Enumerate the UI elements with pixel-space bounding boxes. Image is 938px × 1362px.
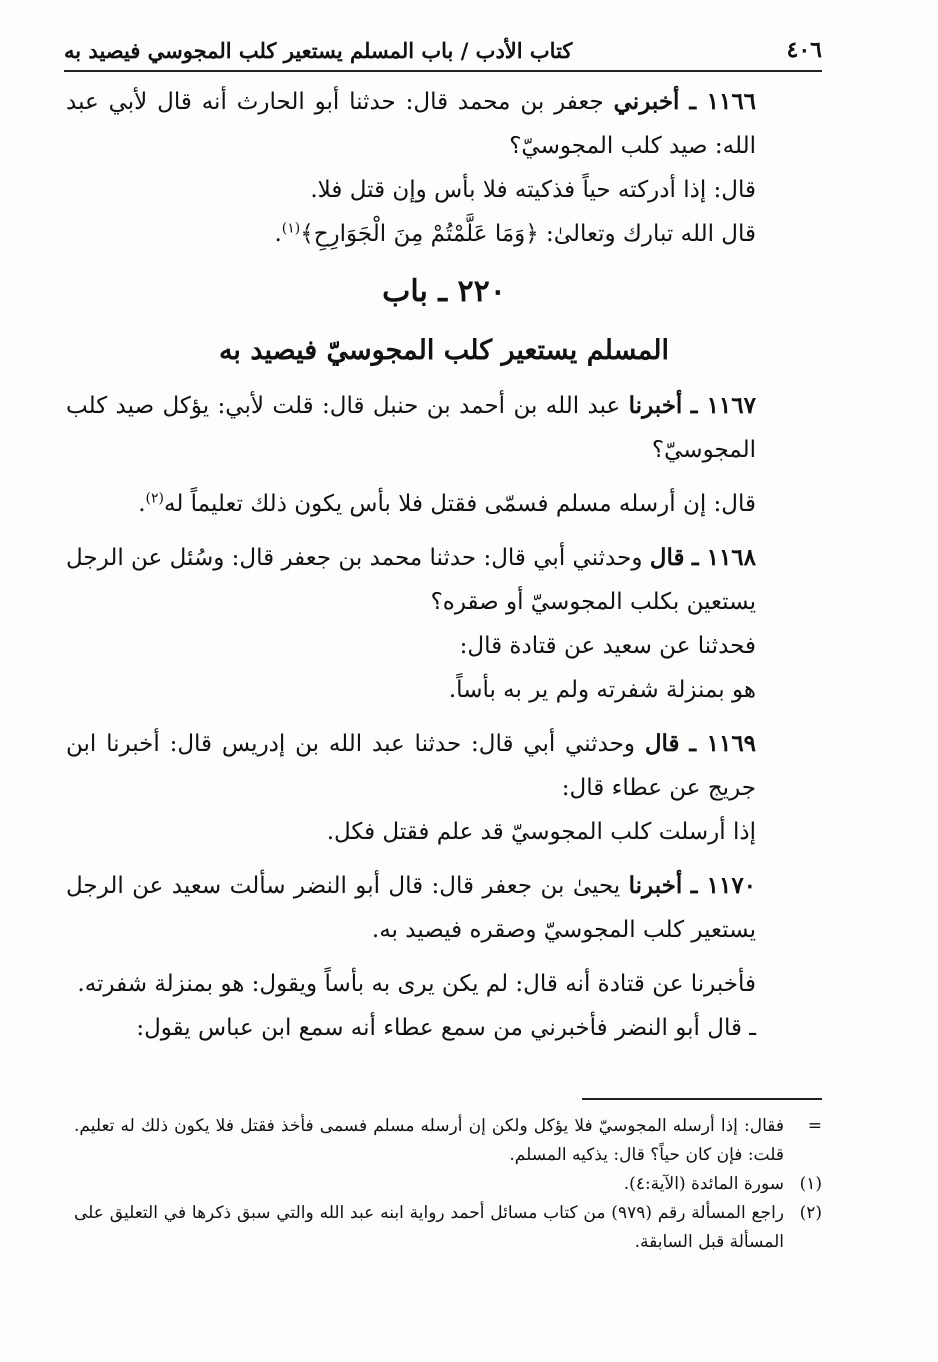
footnote-text: فقال: إذا أرسله المجوسيّ فلا يؤكل ولكن إن أرسله مسلم فسمى فأخذ فقتل فلا يكون ذلك له تعليم. قلت: فإن كان حياً؟ قال: يذكيه المسلم. — [74, 1116, 784, 1165]
hadith-1170 — [66, 864, 822, 952]
narration-keyword: قال — [644, 730, 680, 757]
hadith-line — [66, 212, 822, 256]
chapter-number: ٢٢٠ ـ باب — [382, 274, 506, 309]
hadith-line: فأخبرنا عن قتادة أنه قال: لم يكن يرى به بأساً ويقول: هو بمنزلة شفرته. — [77, 971, 756, 997]
narration-keyword: أخبرنا — [628, 392, 683, 419]
hadith-number: ١١٦٦ ـ — [689, 88, 757, 115]
footnote-divider — [582, 1098, 822, 1100]
hadith-1169 — [66, 722, 822, 810]
punctuation: . — [274, 221, 282, 247]
narration-keyword: قال — [649, 544, 685, 571]
punctuation: . — [138, 491, 146, 517]
footnote-ref: (٢) — [145, 490, 164, 507]
footnote-mark: (١) — [799, 1174, 822, 1194]
hadith-1168 — [66, 536, 822, 624]
footnote-mark: (٢) — [799, 1203, 822, 1223]
footnote-ref: (١) — [281, 220, 301, 237]
page-number: ٤٠٦ — [786, 37, 822, 63]
hadith-number: ١١٧٠ ـ — [690, 872, 757, 899]
narration-keyword: أخبرنا — [628, 872, 683, 899]
hadith-number: ١١٦٧ ـ — [690, 392, 756, 419]
hadith-1166 — [66, 80, 822, 168]
hadith-line: قال: إذا أدركته حياً فذكيته فلا بأس وإن قتل فلا. — [310, 177, 756, 203]
hadith-line — [66, 482, 822, 526]
hadith-number: ١١٦٨ ـ — [691, 544, 757, 571]
hadith-text: وحدثني أبي قال: حدثنا محمد بن جعفر قال: وسُئل عن الرجل يستعين بكلب المجوسيّ أو صقره؟ — [66, 545, 756, 615]
quran-verse: قال الله تبارك وتعالىٰ: ﴿وَمَا عَلَّمْتُمْ مِنَ الْجَوَارِحِ﴾ — [300, 221, 756, 247]
main-text — [66, 80, 822, 1050]
narration-keyword: أخبرني — [613, 88, 680, 115]
hadith-line: فحدثنا عن سعيد عن قتادة قال: — [459, 633, 756, 659]
hadith-text: قال: إن أرسله مسلم فسمّى فقتل فلا بأس يكون ذلك تعليماً له — [163, 491, 756, 517]
hadith-text: وحدثني أبي قال: حدثنا عبد الله بن إدريس قال: أخبرنا ابن جريج عن عطاء قال: — [66, 731, 756, 801]
chapter-title: المسلم يستعير كلب المجوسيّ فيصيد به — [218, 335, 670, 366]
hadith-number: ١١٦٩ ـ — [689, 730, 757, 757]
footnote-text: سورة المائدة (الآية:٤). — [623, 1174, 784, 1194]
hadith-line: إذا أرسلت كلب المجوسيّ قد علم فقتل فكل. — [326, 819, 756, 845]
footnotes — [74, 1112, 822, 1257]
footnote-text: راجع المسألة رقم (٩٧٩) من كتاب مسائل أحمد رواية ابنه عبد الله والتي سبق ذكرها في التعليق على المسألة قبل السابقة. — [74, 1203, 784, 1252]
footnote — [74, 1112, 822, 1170]
running-header — [64, 30, 822, 72]
hadith-line: هو بمنزلة شفرته ولم ير به بأساً. — [448, 677, 756, 703]
hadith-1167 — [66, 384, 822, 472]
hadith-line: ـ قال أبو النضر فأخبرني من سمع عطاء أنه سمع ابن عباس يقول: — [136, 1015, 756, 1041]
footnote — [74, 1199, 822, 1257]
hadith-text: يحيىٰ بن جعفر قال: قال أبو النضر سألت سعيد عن الرجل يستعير كلب المجوسيّ وصقره فيصيد به. — [66, 873, 756, 943]
footnote — [74, 1170, 822, 1199]
hadith-text: عبد الله بن أحمد بن حنبل قال: قلت لأبي: يؤكل صيد كلب المجوسيّ؟ — [66, 393, 756, 463]
footnote-mark: = — [807, 1116, 822, 1136]
hadith-text: جعفر بن محمد قال: حدثنا أبو الحارث أنه قال لأبي عبد الله: صيد كلب المجوسيّ؟ — [66, 89, 756, 159]
header-title: كتاب الأدب / باب المسلم يستعير كلب المجوسي فيصيد به — [64, 37, 573, 63]
